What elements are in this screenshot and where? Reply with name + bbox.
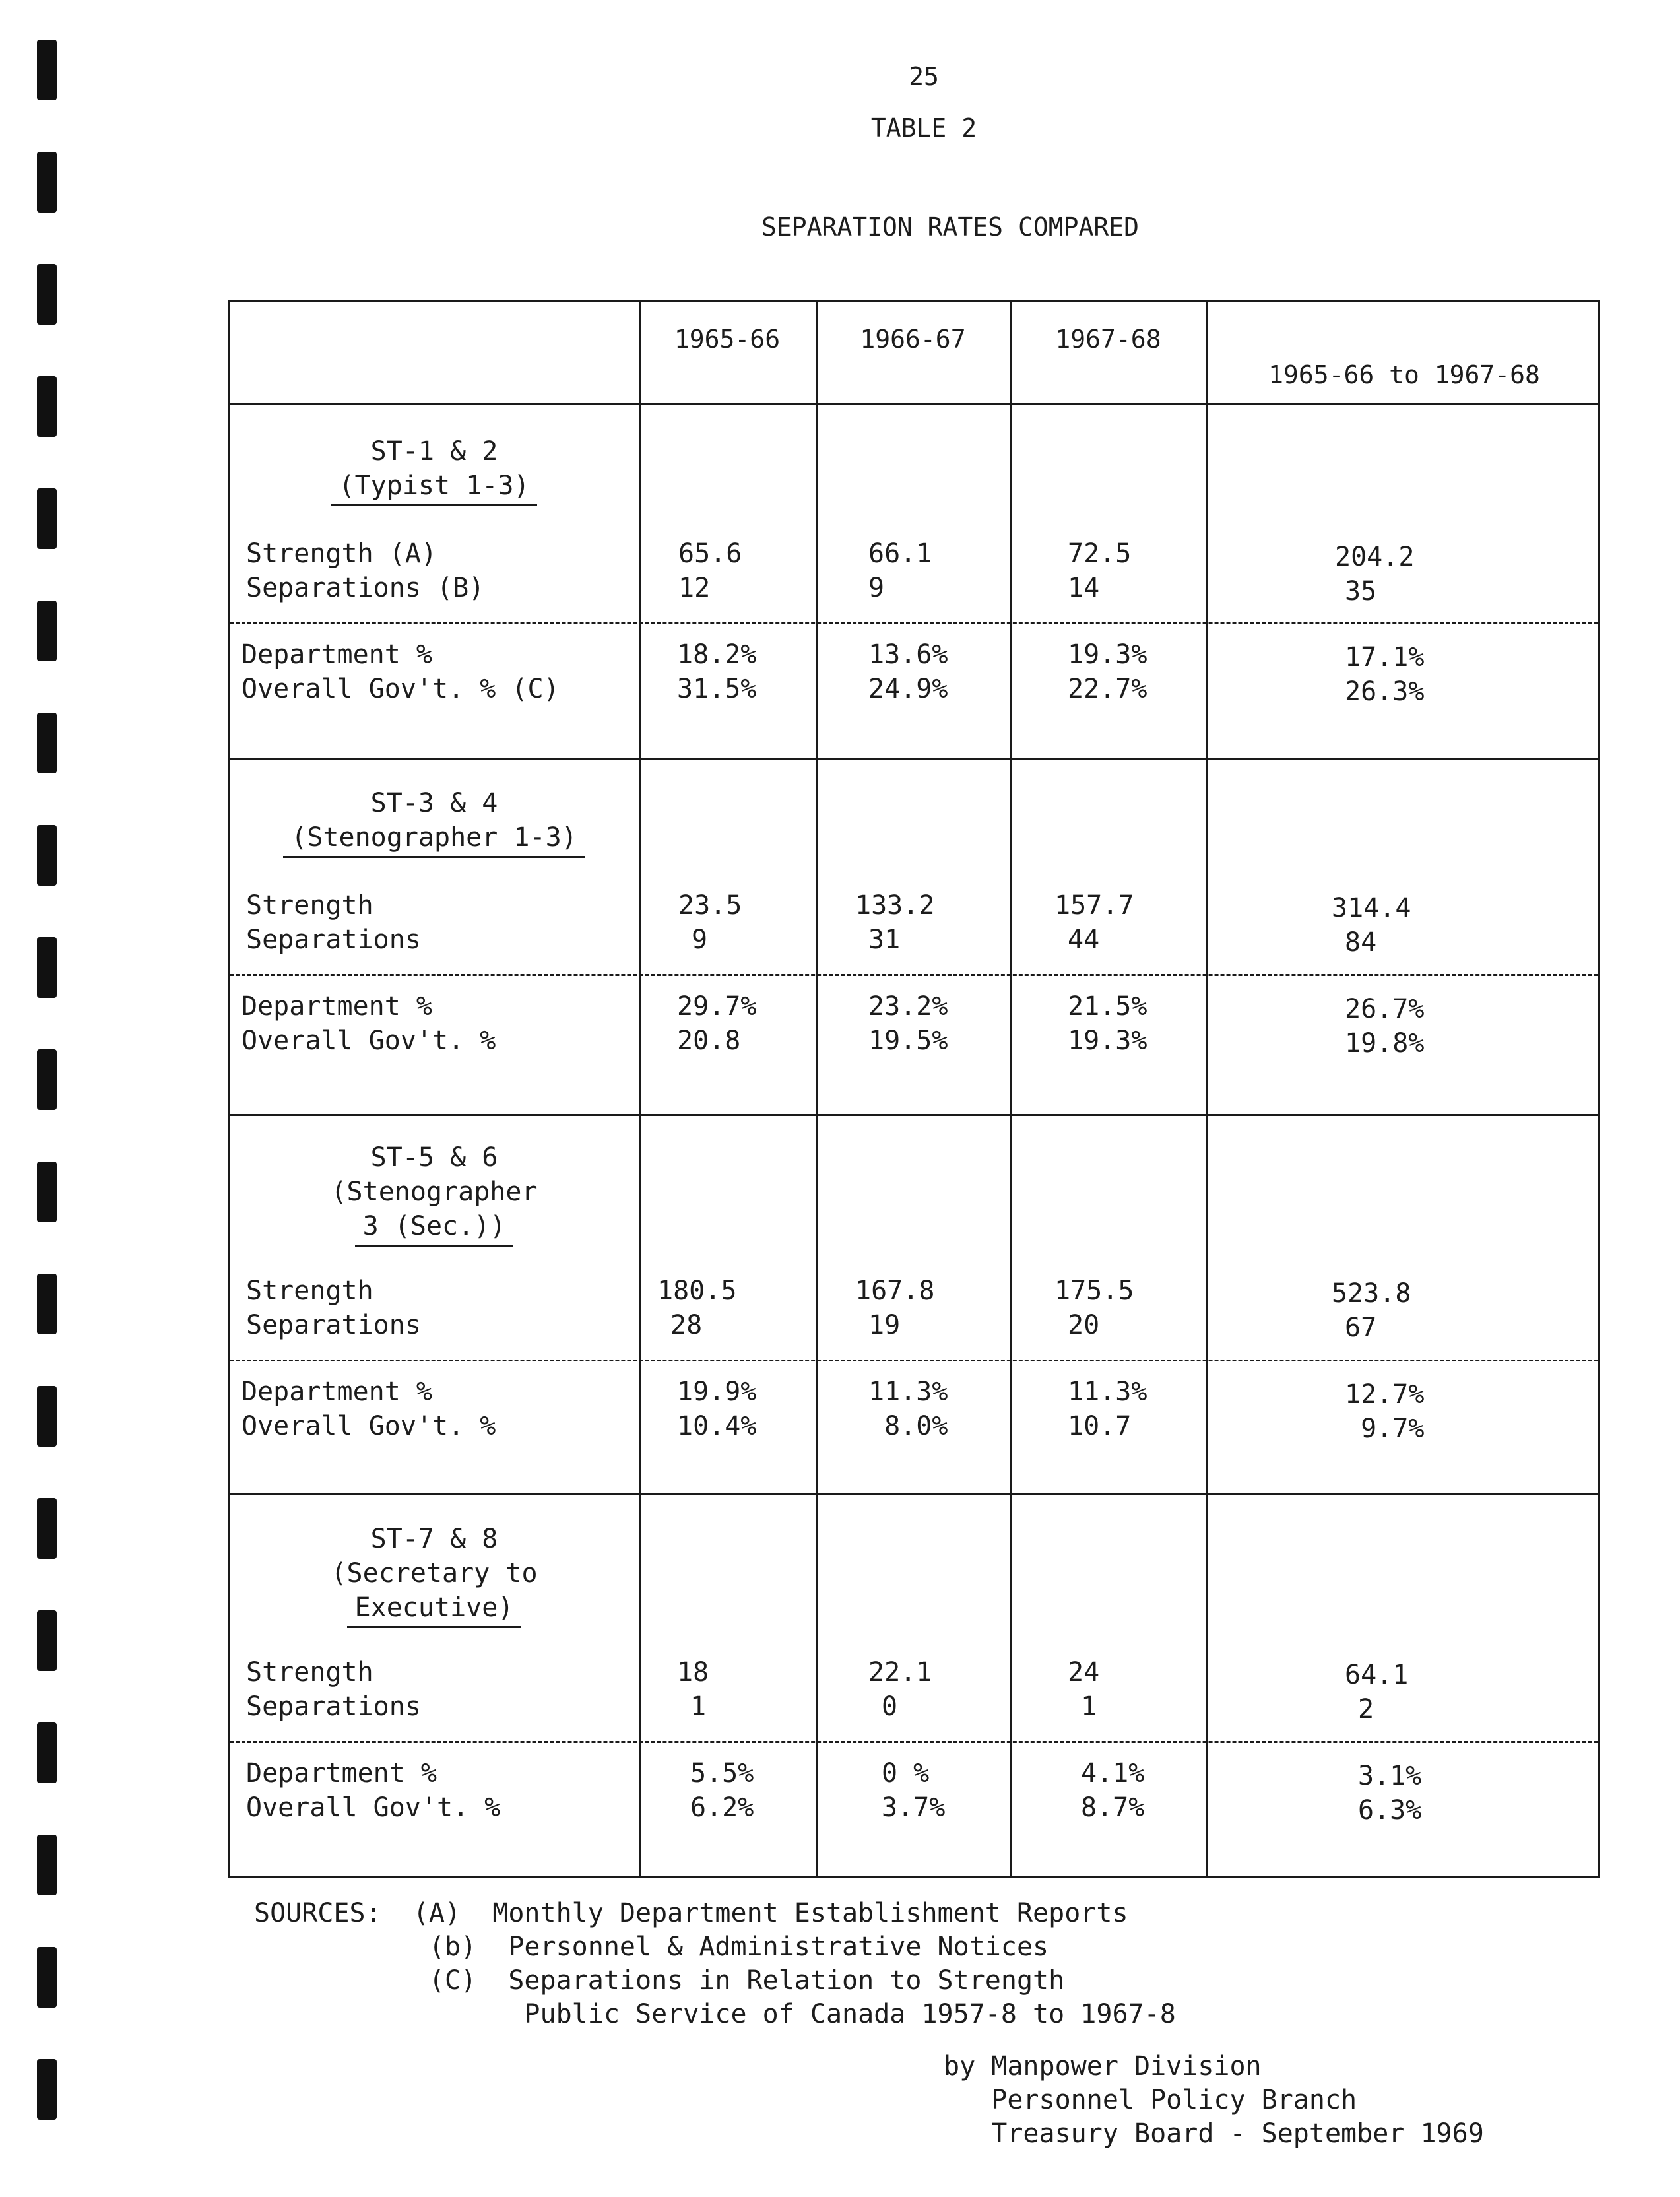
column-header-1966-67: 1966-67 [860,325,966,354]
row-label-department-pct: Department % [242,991,432,1022]
group-title-line: ST-3 & 4 [370,788,498,818]
value-cell: 1 [1081,1691,1097,1722]
value-cell: 0 [882,1691,898,1722]
column-divider [1010,302,1012,1876]
row-label-separations: Separations (B) [246,573,485,603]
group-title-line: (Secretary to [331,1558,538,1589]
row-label-overall-govt-pct: Overall Gov't. % [246,1792,501,1823]
row-label-overall-govt-pct: Overall Gov't. % [242,1026,496,1056]
column-divider [816,302,818,1876]
group-title-st5-6 [243,1140,626,1247]
row-divider [230,974,1598,976]
source-text: Separations in Relation to Strength [508,1965,1065,1996]
value-cell: 3.7% [882,1792,946,1823]
value-cell: 26.7% [1345,994,1425,1024]
group-subtitle: (Typist 1-3) [331,469,538,506]
value-cell: 23.2% [868,991,948,1022]
value-cell: 314.4 [1332,893,1411,923]
group-divider [230,1493,1598,1495]
value-cell: 12 [678,573,711,603]
value-cell: 4.1% [1081,1758,1145,1788]
row-label-strength: Strength (A) [246,539,437,569]
value-cell: 10.4% [677,1411,757,1441]
value-cell: 84 [1345,927,1377,958]
column-header-total: 1965-66 to 1967-68 [1268,360,1540,389]
row-label-department-pct: Department % [242,639,432,670]
value-cell: 64.1 [1345,1660,1409,1690]
value-cell: 157.7 [1054,890,1134,921]
source-continuation: Public Service of Canada 1957-8 to 1967-8 [524,1999,1176,2029]
group-subtitle: (Stenographer 1-3) [283,820,585,858]
value-cell: 14 [1068,573,1100,603]
value-cell: 523.8 [1332,1278,1411,1309]
column-divider [1206,302,1208,1876]
sources-note [254,1897,1176,2031]
value-cell: 167.8 [855,1276,935,1306]
value-cell: 5.5% [690,1758,754,1788]
value-cell: 19 [868,1310,901,1340]
value-cell: 67 [1345,1313,1377,1343]
row-label-strength: Strength [246,1276,373,1306]
value-cell: 21.5% [1068,991,1147,1022]
row-divider [230,622,1598,624]
byline-line: Personnel Policy Branch [991,2085,1357,2115]
value-cell: 31 [868,925,901,955]
separation-rates-table [228,300,1600,1878]
row-label-overall-govt-pct: Overall Gov't. % (C) [242,674,560,704]
table-label: TABLE 2 [870,114,977,143]
source-key: (C) [428,1965,477,1996]
row-label-department-pct: Department % [246,1758,437,1788]
value-cell: 65.6 [678,539,742,569]
value-cell: 20.8 [677,1026,741,1056]
value-cell: 11.3% [868,1377,948,1407]
value-cell: 19.3% [1068,639,1147,670]
value-cell: 9 [868,573,885,603]
value-cell: 12.7% [1345,1379,1425,1410]
value-cell: 22.7% [1068,674,1147,704]
value-cell: 11.3% [1068,1377,1147,1407]
value-cell: 17.1% [1345,642,1425,672]
value-cell: 19.5% [868,1026,948,1056]
value-cell: 23.5 [678,890,742,921]
column-divider [639,302,641,1876]
row-label-department-pct: Department % [242,1377,432,1407]
value-cell: 35 [1345,576,1377,607]
row-label-separations: Separations [246,1310,421,1340]
value-cell: 8.0% [868,1411,948,1441]
row-label-separations: Separations [246,1691,421,1722]
value-cell: 6.3% [1358,1795,1422,1825]
value-cell: 29.7% [677,991,757,1022]
value-cell: 0 % [882,1758,930,1788]
value-cell: 31.5% [677,674,757,704]
group-subtitle: Executive) [347,1590,522,1628]
value-cell: 180.5 [657,1276,737,1306]
group-subtitle: 3 (Sec.)) [355,1209,514,1247]
value-cell: 72.5 [1068,539,1132,569]
group-title-line: ST-1 & 2 [370,436,498,467]
source-key: (A) [412,1898,461,1928]
value-cell: 1 [690,1691,707,1722]
value-cell: 6.2% [690,1792,754,1823]
group-title-line: (Stenographer [331,1177,538,1207]
source-text: Monthly Department Establishment Reports [492,1898,1128,1928]
value-cell: 26.3% [1345,676,1425,707]
group-divider [230,758,1598,760]
row-divider [230,1360,1598,1361]
value-cell: 3.1% [1358,1761,1422,1791]
value-cell: 133.2 [855,890,935,921]
byline-line: Treasury Board - September 1969 [991,2118,1484,2149]
value-cell: 9 [692,925,708,955]
value-cell: 13.6% [868,639,948,670]
group-title-line: ST-7 & 8 [370,1524,498,1554]
row-label-strength: Strength [246,890,373,921]
value-cell: 22.1 [868,1657,932,1688]
value-cell: 8.7% [1081,1792,1145,1823]
value-cell: 18 [677,1657,709,1688]
page-number: 25 [909,62,939,91]
value-cell: 19.3% [1068,1026,1147,1056]
group-title-st3-4 [243,786,626,858]
source-key: (b) [428,1932,477,1962]
value-cell: 19.9% [677,1377,757,1407]
row-label-strength: Strength [246,1657,373,1688]
value-cell: 66.1 [868,539,932,569]
group-title-st7-8 [243,1522,626,1628]
value-cell: 175.5 [1054,1276,1134,1306]
group-title-line: ST-5 & 6 [370,1142,498,1173]
row-label-overall-govt-pct: Overall Gov't. % [242,1411,496,1441]
value-cell: 18.2% [677,639,757,670]
value-cell: 20 [1068,1310,1100,1340]
value-cell: 204.2 [1335,542,1415,572]
column-header-1965-66: 1965-66 [674,325,781,354]
value-cell: 10.7 [1068,1411,1132,1441]
row-divider [230,1741,1598,1743]
value-cell: 28 [670,1310,703,1340]
binder-holes [37,40,58,2165]
group-title-st1-2 [243,434,626,506]
value-cell: 24.9% [868,674,948,704]
byline-line: by Manpower Division [944,2051,1262,2082]
table-title: SEPARATION RATES COMPARED [761,213,1139,242]
value-cell: 24 [1068,1657,1100,1688]
header-divider [230,403,1598,405]
value-cell: 2 [1358,1694,1374,1724]
value-cell: 44 [1068,925,1100,955]
byline [944,2050,1484,2151]
column-header-1967-68: 1967-68 [1055,325,1161,354]
sources-heading: SOURCES: [254,1898,381,1928]
source-text: Personnel & Administrative Notices [508,1932,1049,1962]
row-label-separations: Separations [246,925,421,955]
value-cell: 9.7% [1345,1414,1425,1444]
group-divider [230,1114,1598,1116]
value-cell: 19.8% [1345,1028,1425,1059]
